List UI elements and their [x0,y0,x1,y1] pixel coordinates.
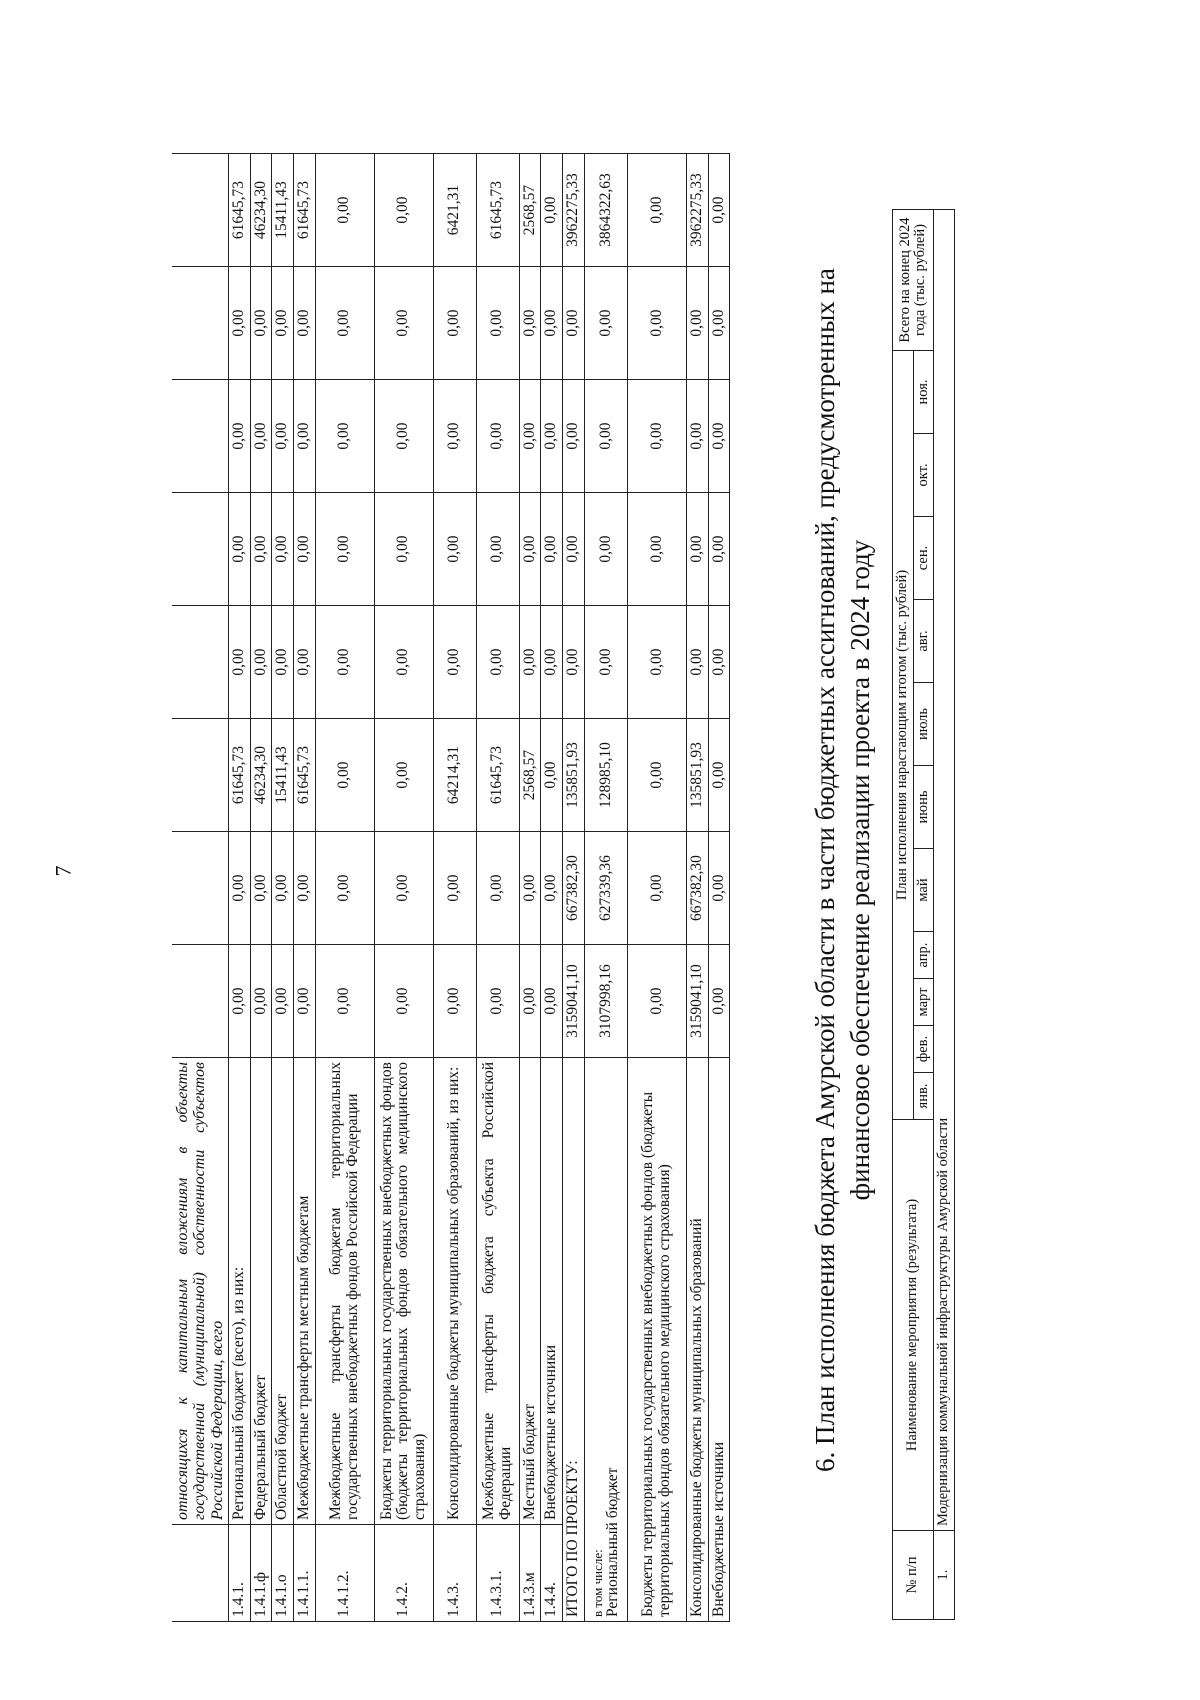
value-cell: 0,00 [315,493,374,606]
value-cell: 0,00 [250,832,272,945]
value-cell: 0,00 [708,493,730,606]
value-cell: 0,00 [272,832,294,945]
row-code: 1.4.1.2. [315,1525,374,1622]
table-row [519,154,541,1622]
value-cell: 0,00 [250,380,272,493]
value-cell: 0,00 [627,719,686,832]
row-code: 1.4.1.1. [294,1525,316,1622]
value-cell: 0,00 [563,380,585,493]
value-cell: 0,00 [708,380,730,493]
page-number: 7 [50,865,76,877]
value-cell: 3962275,33 [686,154,708,267]
row-activity-name: Модернизация коммунальной инфраструктуры Амурской области [934,210,955,1531]
month-header: июнь [913,766,934,849]
value-cell: 0,00 [374,832,433,945]
value-cell: 0,00 [315,832,374,945]
row-name: Областной бюджет [272,1058,294,1525]
total-label: ИТОГО ПО ПРОЕКТУ: [563,1058,585,1622]
value-cell: 0,00 [563,606,585,719]
breakdown-text: Региональный бюджет [603,1467,621,1617]
value-cell: 0,00 [374,154,433,267]
value-cell: 3864322,63 [584,154,627,267]
value-cell: 0,00 [250,945,272,1058]
value-cell: 0,00 [627,267,686,380]
value-cell: 0,00 [627,380,686,493]
section-title [808,130,877,1610]
month-header: авг. [913,600,934,683]
value-cell: 0,00 [519,493,541,606]
value-cell: 0,00 [374,493,433,606]
value-cell: 61645,73 [294,719,316,832]
month-header: ноя. [913,351,934,434]
value-cell: 0,00 [563,267,585,380]
value-cell: 0,00 [250,267,272,380]
value-cell: 0,00 [433,945,476,1058]
value-cell: 0,00 [541,832,563,945]
value-cell: 667382,30 [563,832,585,945]
value-cell: 0,00 [627,832,686,945]
month-header: апр. [913,932,934,979]
month-header: март [913,979,934,1026]
breakdown-row [627,154,686,1622]
table-row [228,154,250,1622]
value-cell: 0,00 [708,832,730,945]
value-cell: 0,00 [584,493,627,606]
table-row [315,154,374,1622]
row-name: Федеральный бюджет [250,1058,272,1525]
value-cell: 61645,73 [228,154,250,267]
header-text: относящихся к капитальным вложениям в объекты государственной (муниципальной) собственности субъектов Российской Федерации, всего [172,1058,228,1525]
month-header: сен. [913,517,934,600]
breakdown-row [708,154,730,1622]
value-cell: 0,00 [374,267,433,380]
value-cell: 0,00 [584,606,627,719]
value-cell: 0,00 [686,267,708,380]
value-cell: 61645,73 [476,154,519,267]
breakdown-name: Консолидированные бюджеты муниципальных образований [686,1058,708,1622]
month-header: янв. [913,1073,934,1120]
value-cell: 0,00 [476,945,519,1058]
value-cell: 0,00 [476,493,519,606]
value-cell: 3159041,10 [686,945,708,1058]
value-cell: 61645,73 [294,154,316,267]
value-cell: 3107998,16 [584,945,627,1058]
value-cell: 0,00 [686,493,708,606]
row-name: Межбюджетные трансферты бюджетам территориальных государственных внебюджетных фондов Российской Федерации [315,1058,374,1525]
row-code: 1.4.1.ф [250,1525,272,1622]
value-cell: 0,00 [708,154,730,267]
value-cell: 15411,43 [272,154,294,267]
value-cell: 0,00 [228,267,250,380]
value-cell: 0,00 [519,832,541,945]
value-cell: 0,00 [519,606,541,719]
table-row [934,210,955,1620]
value-cell: 0,00 [294,606,316,719]
value-cell: 0,00 [476,832,519,945]
value-cell: 0,00 [272,606,294,719]
row-name: Внебюджетные источники [541,1058,563,1525]
value-cell: 135851,93 [686,719,708,832]
value-cell: 0,00 [519,945,541,1058]
value-cell: 0,00 [272,380,294,493]
value-cell: 61645,73 [476,719,519,832]
col-number: № п/п [893,1531,934,1620]
value-cell: 0,00 [433,832,476,945]
table-row [476,154,519,1622]
value-cell: 128985,10 [584,719,627,832]
value-cell: 0,00 [433,606,476,719]
value-cell: 0,00 [708,945,730,1058]
row-code: 1.4.4. [541,1525,563,1622]
table-row [433,154,476,1622]
value-cell: 0,00 [563,493,585,606]
value-cell: 0,00 [476,267,519,380]
value-cell: 0,00 [315,267,374,380]
value-cell: 0,00 [374,606,433,719]
month-header: май [913,849,934,932]
value-cell: 0,00 [374,719,433,832]
execution-plan-table [892,209,955,1620]
rotated-page-content [20,82,1170,1682]
value-cell: 0,00 [294,267,316,380]
value-cell: 0,00 [519,380,541,493]
value-cell: 0,00 [294,945,316,1058]
row-name: Консолидированные бюджеты муниципальных образований, из них: [433,1058,476,1525]
value-cell: 0,00 [433,380,476,493]
value-cell: 61645,73 [228,719,250,832]
value-cell: 0,00 [228,380,250,493]
value-cell: 0,00 [541,154,563,267]
row-code: 1.4.1.о [272,1525,294,1622]
col-year-total: Всего на конец 2024 года (тыс. рублей) [893,210,934,351]
breakdown-name: Внебюджетные источники [708,1058,730,1622]
table-row [250,154,272,1622]
value-cell: 0,00 [627,606,686,719]
value-cell: 2568,57 [519,719,541,832]
value-cell: 6421,31 [433,154,476,267]
value-cell: 2568,57 [519,154,541,267]
row-name: Межбюджетные трансферты бюджета субъекта Российской Федерации [476,1058,519,1525]
value-cell: 0,00 [315,380,374,493]
value-cell: 0,00 [228,945,250,1058]
row-number: 1. [934,1531,955,1620]
value-cell: 15411,43 [272,719,294,832]
value-cell: 3159041,10 [563,945,585,1058]
value-cell: 0,00 [315,154,374,267]
value-cell: 0,00 [476,606,519,719]
value-cell: 0,00 [686,606,708,719]
row-name: Местный бюджет [519,1058,541,1525]
value-cell: 0,00 [272,945,294,1058]
table-row [272,154,294,1622]
table-row [294,154,316,1622]
breakdown-row [686,154,708,1622]
value-cell: 0,00 [541,606,563,719]
value-cell: 0,00 [541,267,563,380]
value-cell: 0,00 [228,832,250,945]
value-cell: 667382,30 [686,832,708,945]
budget-plan-table [172,153,730,1622]
value-cell: 64214,31 [433,719,476,832]
month-header: окт. [913,434,934,517]
section-title-line-1: 6. План исполнения бюджета Амурской области в части бюджетных ассигнований, предусмотренных на [810,268,840,1472]
value-cell: 0,00 [433,493,476,606]
value-cell: 0,00 [627,154,686,267]
value-cell: 0,00 [541,945,563,1058]
value-cell: 0,00 [686,380,708,493]
value-cell: 0,00 [250,493,272,606]
value-cell: 46234,30 [250,154,272,267]
plan-header: План исполнения нарастающим итогом (тыс. рублей) [893,351,914,1120]
section-title-line-2: финансовое обеспечение реализации проекта в 2024 году [844,539,875,1201]
value-cell: 0,00 [708,719,730,832]
row-code: 1.4.3.1. [476,1525,519,1622]
value-cell: 0,00 [627,493,686,606]
row-code: 1.4.3.м [519,1525,541,1622]
value-cell: 0,00 [708,606,730,719]
value-cell: 0,00 [272,493,294,606]
value-cell: 0,00 [315,945,374,1058]
value-cell: 0,00 [541,493,563,606]
value-cell: 0,00 [272,267,294,380]
value-cell: 0,00 [584,380,627,493]
month-header: фев. [913,1026,934,1073]
row-name: Межбюджетные трансферты местным бюджетам [294,1058,316,1525]
value-cell: 0,00 [228,606,250,719]
value-cell: 0,00 [476,380,519,493]
value-cell: 627339,36 [584,832,627,945]
value-cell: 0,00 [228,493,250,606]
value-cell: 0,00 [374,945,433,1058]
col-activity-name: Наименование мероприятия (результата) [893,1120,934,1531]
table-header-row [172,154,228,1622]
value-cell: 0,00 [250,606,272,719]
row-name: Бюджеты территориальных государственных внебюджетных фондов (бюджеты территориальных фондов обязательного медицинского страхования) [374,1058,433,1525]
breakdown-label: в том числе: [589,1549,605,1617]
plan-header-row [893,210,914,1620]
breakdown-name [584,1058,627,1622]
row-name: Региональный бюджет (всего), из них: [228,1058,250,1525]
value-cell: 0,00 [519,267,541,380]
value-cell: 0,00 [584,267,627,380]
total-row [563,154,585,1622]
value-cell: 0,00 [294,380,316,493]
row-code: 1.4.2. [374,1525,433,1622]
value-cell: 0,00 [541,719,563,832]
value-cell: 3962275,33 [563,154,585,267]
value-cell: 0,00 [541,380,563,493]
value-cell: 0,00 [294,493,316,606]
row-code: 1.4.1. [228,1525,250,1622]
breakdown-row [584,154,627,1622]
value-cell: 0,00 [294,832,316,945]
value-cell: 135851,93 [563,719,585,832]
breakdown-name: Бюджеты территориальных государственных внебюджетных фондов (бюджеты территориальных фондов обязательного медицинского страхования) [627,1058,686,1622]
value-cell: 0,00 [315,719,374,832]
value-cell: 0,00 [315,606,374,719]
row-code: 1.4.3. [433,1525,476,1622]
table-row [374,154,433,1622]
month-header: июль [913,683,934,766]
value-cell: 0,00 [374,380,433,493]
table-row [541,154,563,1622]
value-cell: 0,00 [708,267,730,380]
value-cell: 46234,30 [250,719,272,832]
value-cell: 0,00 [433,267,476,380]
value-cell: 0,00 [627,945,686,1058]
